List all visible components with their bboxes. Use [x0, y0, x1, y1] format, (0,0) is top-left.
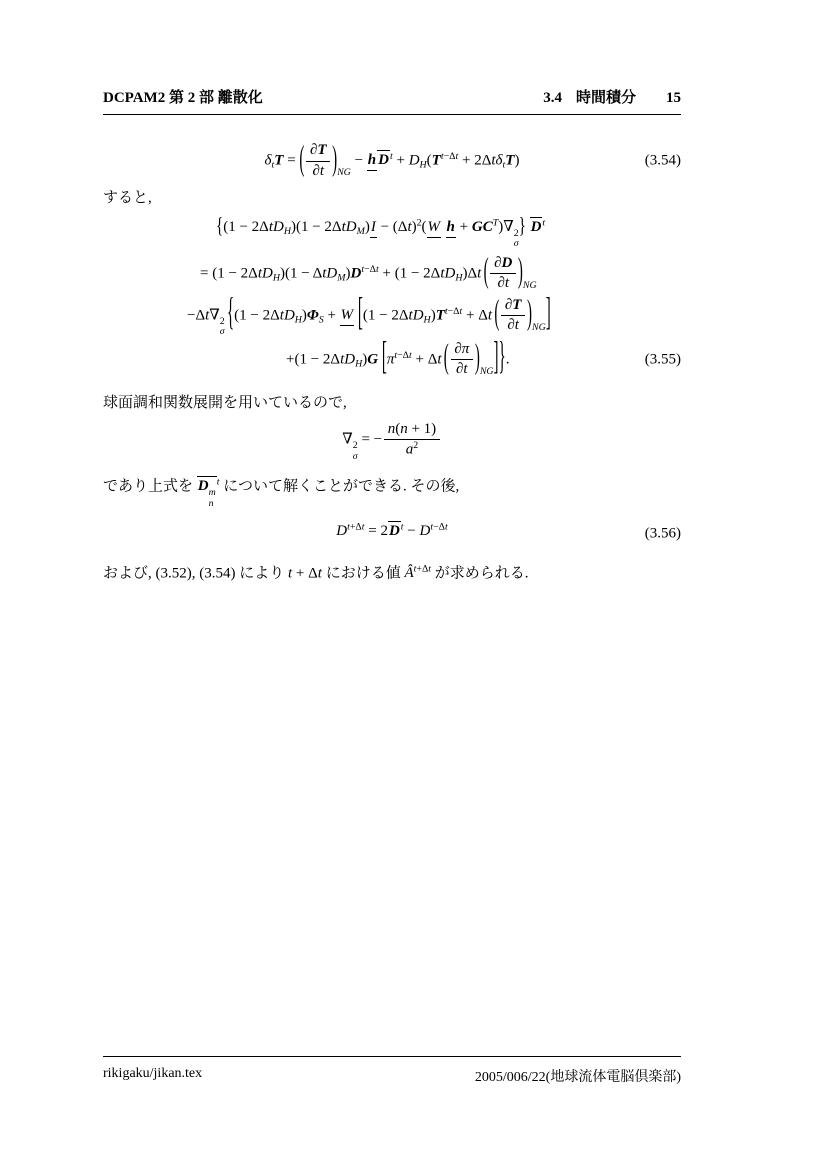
- header-section-title: 時間積分: [575, 90, 636, 106]
- equation-3-55-line-3-math: −Δt∇ 2 σ {(1 − 2ΔtDH)ΦS + W [$(1 - 2\Delta tDH)T^{t-\Delta t} + \Delta t$ ( $\frac{\partial T}{\partial t}$ )$_{NG}$]: [187, 293, 551, 338]
- equation-3-54: [103, 139, 681, 183]
- equation-3-56-number: (3.56): [644, 525, 681, 542]
- equation-3-55-line-2: [200, 254, 681, 294]
- page-footer: [103, 1056, 681, 1086]
- equation-3-55-line-3: [187, 293, 681, 338]
- paragraph-spherical-harmonics: 球面調和関数展開を用いているので,: [103, 394, 347, 411]
- paragraph-solve: であり上式を D m n $^t$ について解くことができる. その後,: [103, 476, 460, 509]
- equation-3-55-line-4: [286, 337, 681, 380]
- equation-3-54-number: (3.54): [644, 152, 681, 169]
- equation-nabla: [103, 420, 681, 464]
- footer-date-credit: 2005/006/22(地球流体電脳倶楽部): [474, 1070, 681, 1085]
- footer-file-path: rikigaku/jikan.tex: [103, 1066, 203, 1081]
- header-page-number: 15: [666, 90, 681, 106]
- equation-3-55: [103, 217, 681, 380]
- equation-3-55-number: (3.55): [644, 351, 681, 368]
- page-header: [103, 86, 681, 115]
- equation-3-55-line-4-math: +(1 − 2ΔtDH)G [$\pi^{t-\Delta t} + \Delta t$ ( $\frac{\partial\pi}{\partial t}$ )$_{NG}$]}.: [286, 337, 510, 380]
- page-content: [103, 86, 681, 584]
- equation-3-55-line-1-math: {$(1 - 2\Delta tDH)(1 - 2\Delta tDM)I - (\Delta t)^2(W$ $h + GC^T)\nabla$ 2 σ } $D^t$: [216, 215, 546, 250]
- equation-3-56: [103, 521, 681, 547]
- equation-3-54-math: δtT = ( $\frac{\partial T}{\partial t}$ )$_{NG} - h$ $D^t + DH(T^{t-\Delta t} + 2\Delta t\delta tT)$: [264, 141, 520, 179]
- paragraph-conclusion: および, (3.52), (3.54) により t + Δt における値 $Â^{t+\Delta t}$ が求められる.: [103, 564, 529, 582]
- paragraph-suruto: すると,: [103, 190, 152, 206]
- header-section-number: 3.4: [543, 90, 562, 106]
- equation-nabla-math: ∇ 2 σ = − $\frac{n(n + 1)}{a^2}$: [342, 420, 441, 462]
- equation-3-55-line-2-math: = $(1 - 2\Delta tDH)(1 - \Delta tDM)D^{t-\Delta t} + (1 - 2\Delta tDH)\Delta t$ ( $\frac{\partial D}{\partial t}$ )$_{NG}$: [200, 254, 537, 292]
- header-right: [543, 86, 681, 107]
- header-title-left: DCPAM2 第 2 部 離散化: [103, 90, 263, 106]
- equation-3-55-line-1: [216, 217, 681, 250]
- equation-3-56-math: $D^{t+\Delta t} = 2D^t - D^{t-\Delta t}$: [336, 521, 448, 540]
